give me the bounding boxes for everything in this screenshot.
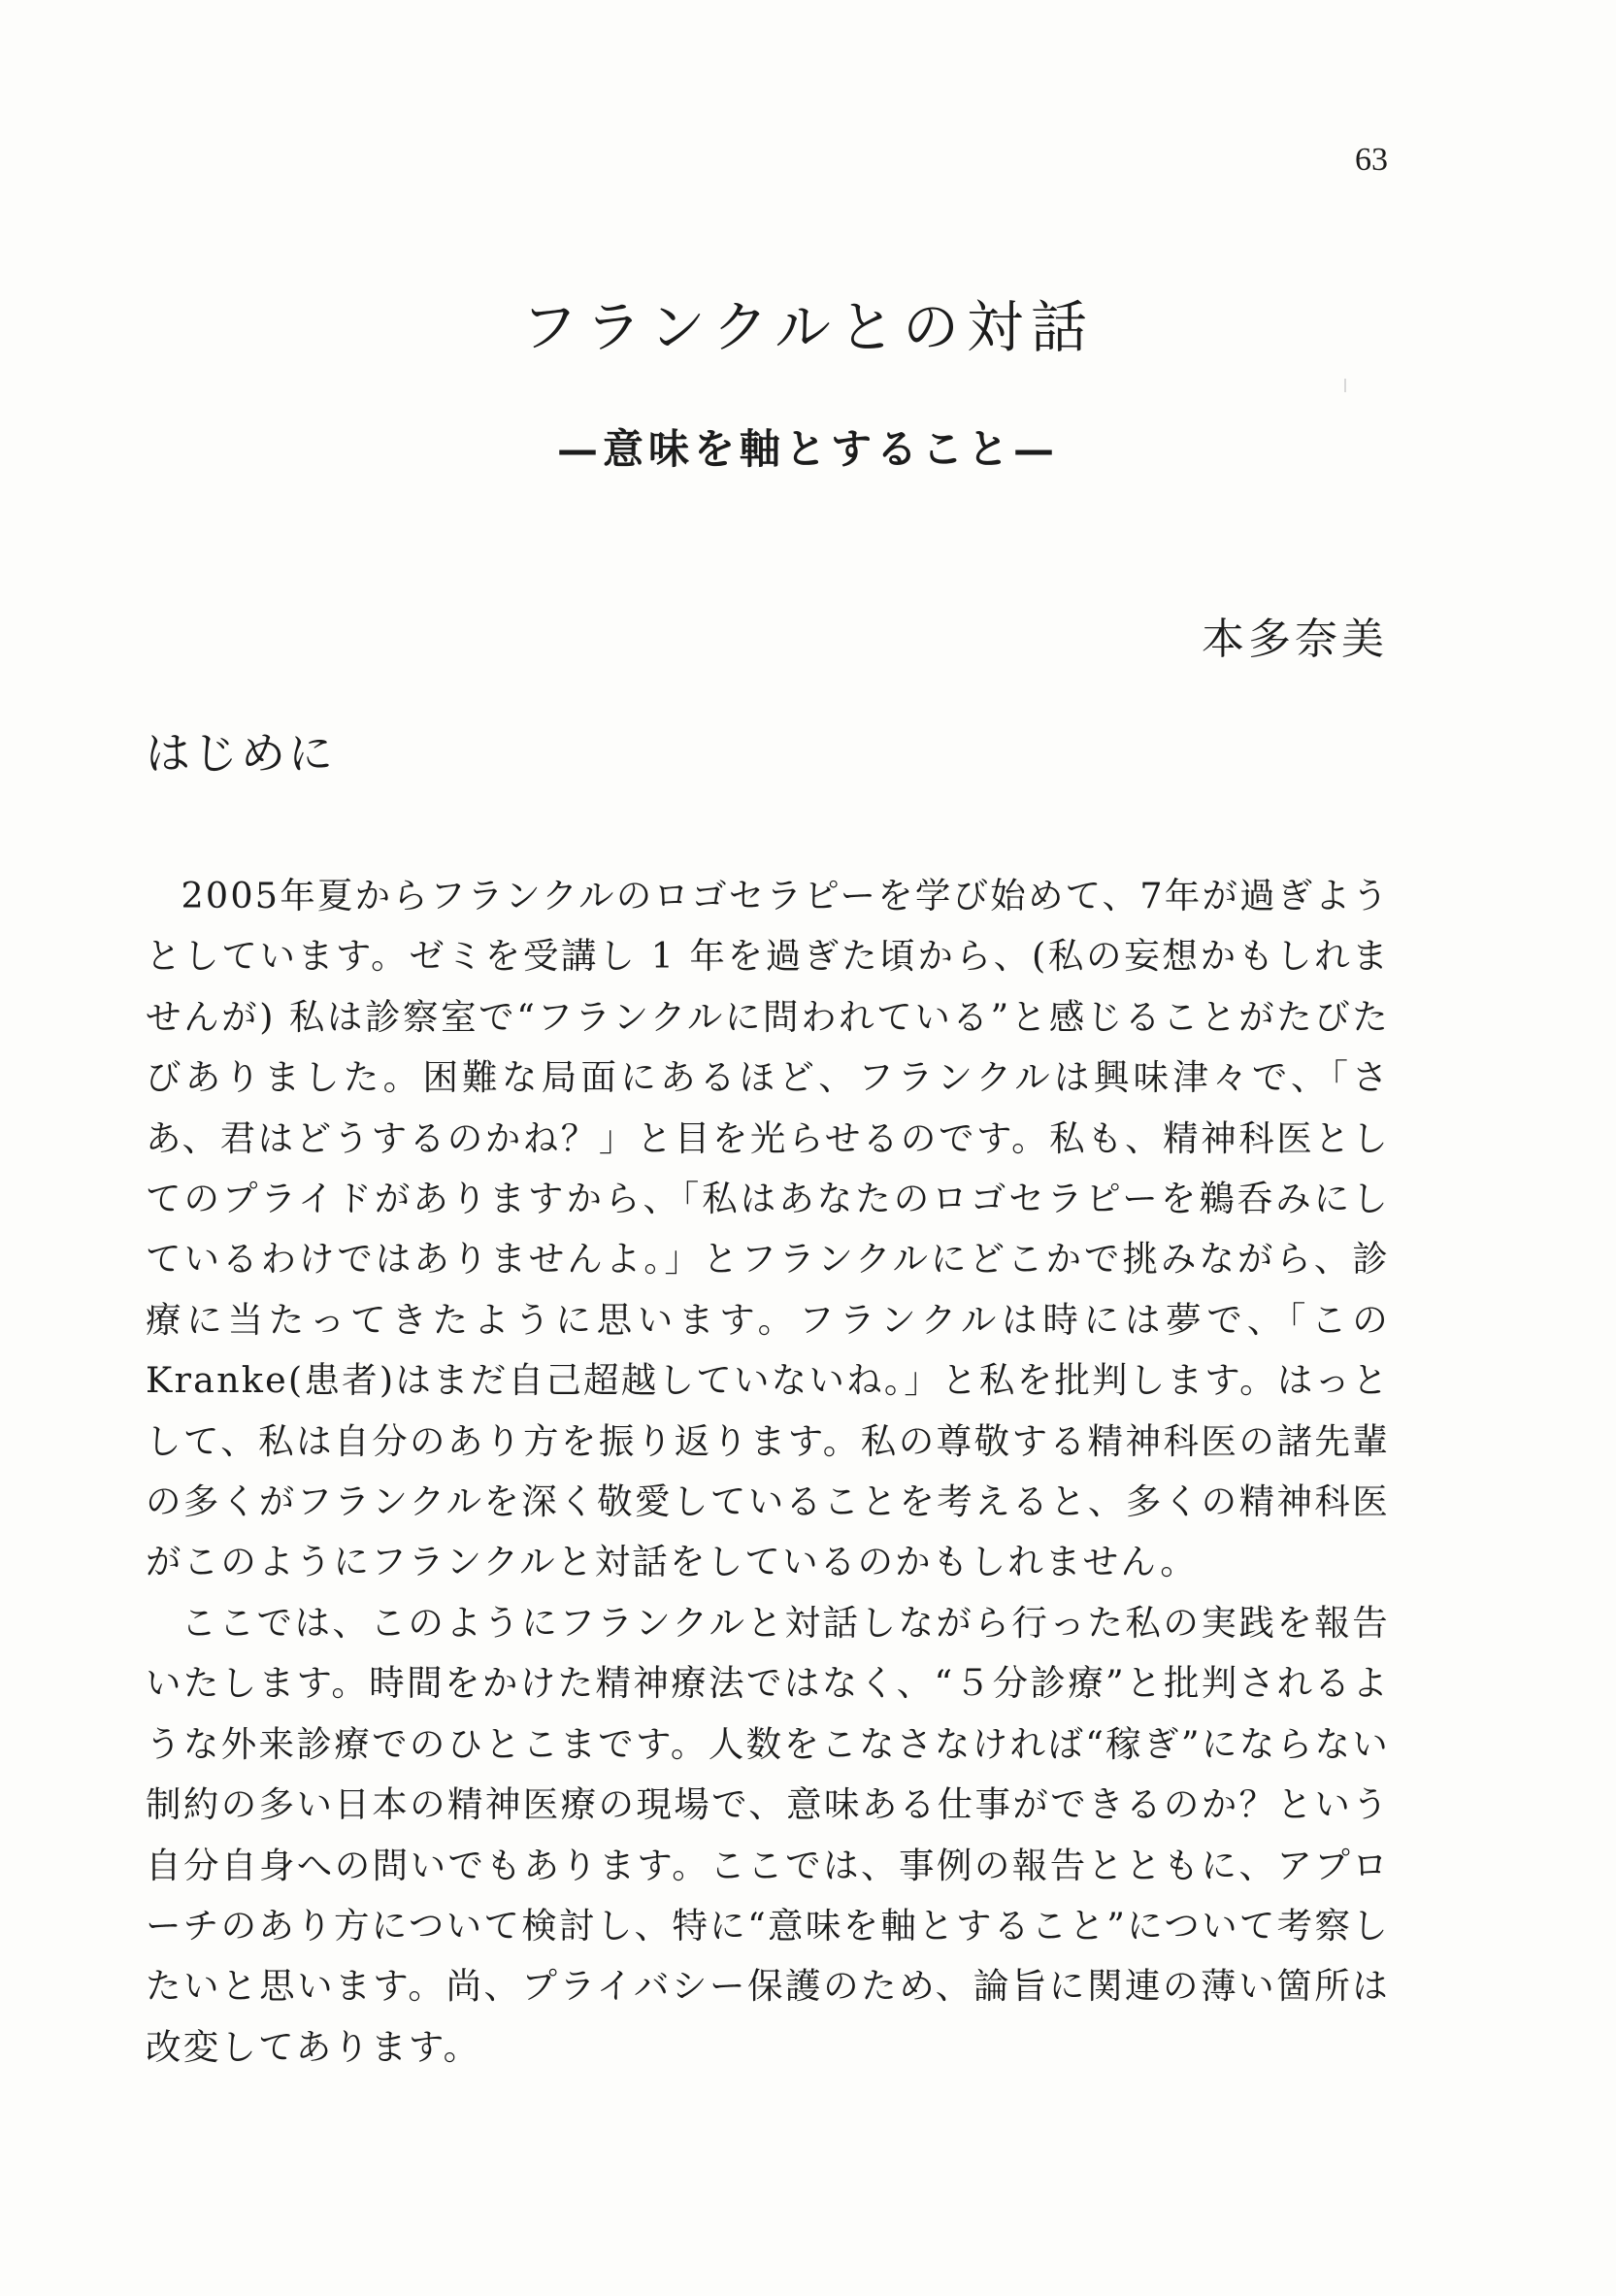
section-heading: はじめに [146,727,336,780]
scan-mark [1344,379,1346,392]
article-subtitle: —意味を軸とすること— [556,425,1059,473]
page-number: 63 [1355,142,1388,178]
body-text [146,866,1390,2078]
author-name: 本多奈美 [1202,615,1388,664]
paragraph: 2005年夏からフランクルのロゴセラピーを学び始めて、7年が過ぎようとしています。ゼミを受講し 1 年を過ぎた頃から、(私の妄想かもしれませんが) 私は診察室で“フランクルに問われている”と感じることがたびたびありました。困難な局面にあるほど、フランクルは興味津々で、「さあ、君はどうするのかね？」と目を光らせるのです。私も、精神科医としてのプライドがありますから、「私はあなたのロゴセラピーを鵜呑みにしているわけではありませんよ。」とフランクルにどこかで挑みながら、診療に当たってきたように思います。フランクルは時には夢で、「この Kranke(患者)はまだ自己超越していないね。」と私を批判します。はっとして、私は自分のあり方を振り返ります。私の尊敬する精神科医の諸先輩の多くがフランクルを深く敬愛していることを考えると、多くの精神科医がこのようにフランクルと対話をしているのかもしれません。 [146,875,1390,1583]
paragraph: ここでは、このようにフランクルと対話しながら行った私の実践を報告いたします。時間をかけた精神療法ではなく、“５分診療”と批判されるような外来診療でのひとこまです。人数をこなさなければ“稼ぎ”にならない制約の多い日本の精神医療の現場で、意味ある仕事ができるのか？という自分自身への問いでもあります。ここでは、事例の報告とともに、アプローチのあり方について検討し、特に“意味を軸とすること”について考察したいと思います。尚、プライバシー保護のため、論旨に関連の薄い箇所は改変してあります。 [146,1601,1390,2068]
article-title: フランクルとの対話 [520,294,1096,360]
